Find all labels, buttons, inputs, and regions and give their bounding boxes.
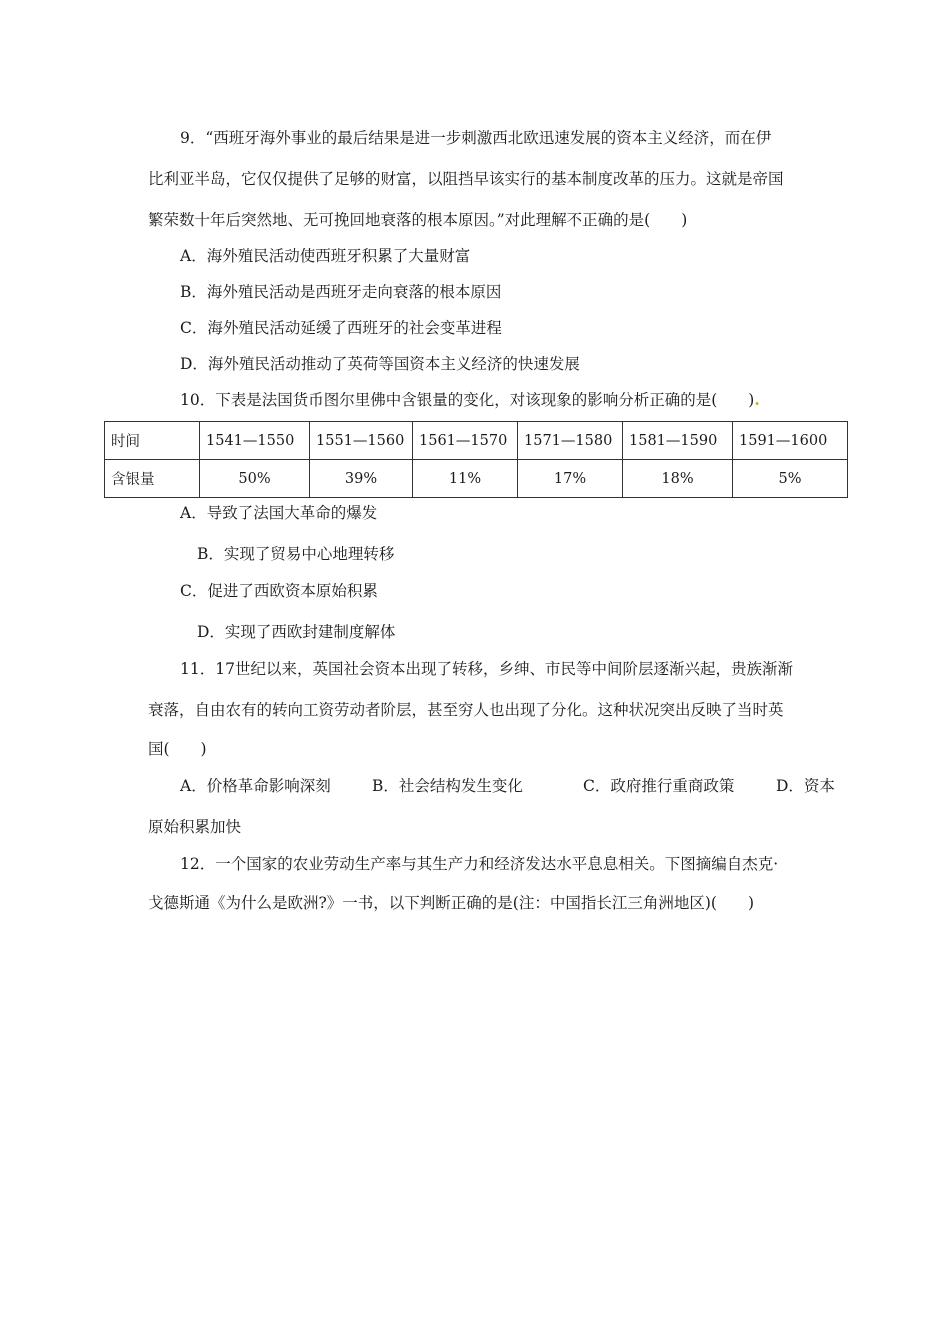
- q9-stem-line-2: 比利亚半岛，它仅仅提供了足够的财富，以阻挡早该实行的基本制度改革的压力。这就是帝国: [148, 170, 784, 188]
- table-cell: 1591—1600: [733, 422, 848, 460]
- q10-option-c: C．促进了西欧资本原始积累: [180, 582, 378, 600]
- table-cell: 1581—1590: [623, 422, 733, 460]
- q10-stem: [180, 390, 760, 410]
- table-cell: 1561—1570: [413, 422, 518, 460]
- q11-stem-line-2: 衰落，自由农有的转向工资劳动者阶层，甚至穷人也出现了分化。这种状况突出反映了当时英: [148, 701, 784, 719]
- q9-stem-line-3: 繁荣数十年后突然地、无可挽回地衰落的根本原因。”对此理解不正确的是( ): [148, 211, 688, 229]
- table-cell: 50%: [200, 460, 310, 498]
- q11-stem-line-1: 11．17世纪以来，英国社会资本出现了转移，乡绅、市民等中间阶层逐渐兴起，贵族渐渐: [180, 660, 793, 678]
- silver-content-table: [104, 421, 848, 498]
- q10-option-a: A．导致了法国大革命的爆发: [180, 504, 378, 522]
- table-cell: 18%: [623, 460, 733, 498]
- table-cell: 17%: [518, 460, 623, 498]
- table-cell: 1571—1580: [518, 422, 623, 460]
- q10-option-d: D．实现了西欧封建制度解体: [197, 623, 396, 641]
- table-cell: 1551—1560: [310, 422, 413, 460]
- table-cell: 39%: [310, 460, 413, 498]
- q10-option-b: B．实现了贸易中心地理转移: [197, 545, 395, 563]
- q9-option-d: D．海外殖民活动推动了英荷等国资本主义经济的快速发展: [180, 355, 580, 373]
- table-row-header: [105, 422, 848, 460]
- q9-stem-line-1: 9．“西班牙海外事业的最后结果是进一步刺激西北欧迅速发展的资本主义经济，而在伊: [180, 129, 772, 147]
- table-cell: 时间: [105, 422, 200, 460]
- table-row-silver: [105, 460, 848, 498]
- q11-option-a: A．价格革命影响深刻: [180, 777, 331, 795]
- table-cell: 5%: [733, 460, 848, 498]
- q10-stem-text: 10．下表是法国货币图尔里佛中含银量的变化，对该现象的影响分析正确的是( ): [180, 391, 755, 409]
- q11-option-c: C．政府推行重商政策: [583, 777, 735, 795]
- q12-stem-line-1: 12．一个国家的农业劳动生产率与其生产力和经济发达水平息息相关。下图摘编自杰克·: [180, 855, 779, 873]
- table-cell: 11%: [413, 460, 518, 498]
- table-cell: 含银量: [105, 460, 200, 498]
- q9-option-c: C．海外殖民活动延缓了西班牙的社会变革进程: [180, 319, 502, 337]
- q9-option-b: B．海外殖民活动是西班牙走向衰落的根本原因: [180, 283, 502, 301]
- q9-option-a: A．海外殖民活动使西班牙积累了大量财富: [180, 247, 471, 265]
- q11-option-d: D．资本: [776, 777, 835, 795]
- q11-option-d-continued: 原始积累加快: [148, 818, 242, 836]
- table-cell: 1541—1550: [200, 422, 310, 460]
- q12-stem-line-2: 戈德斯通《为什么是欧洲?》一书，以下判断正确的是(注：中国指长江三角洲地区)( ): [148, 894, 755, 912]
- q10-stem-dot: .: [754, 390, 760, 409]
- q11-stem-line-3: 国( ): [148, 740, 207, 758]
- q11-option-b: B．社会结构发生变化: [372, 777, 523, 795]
